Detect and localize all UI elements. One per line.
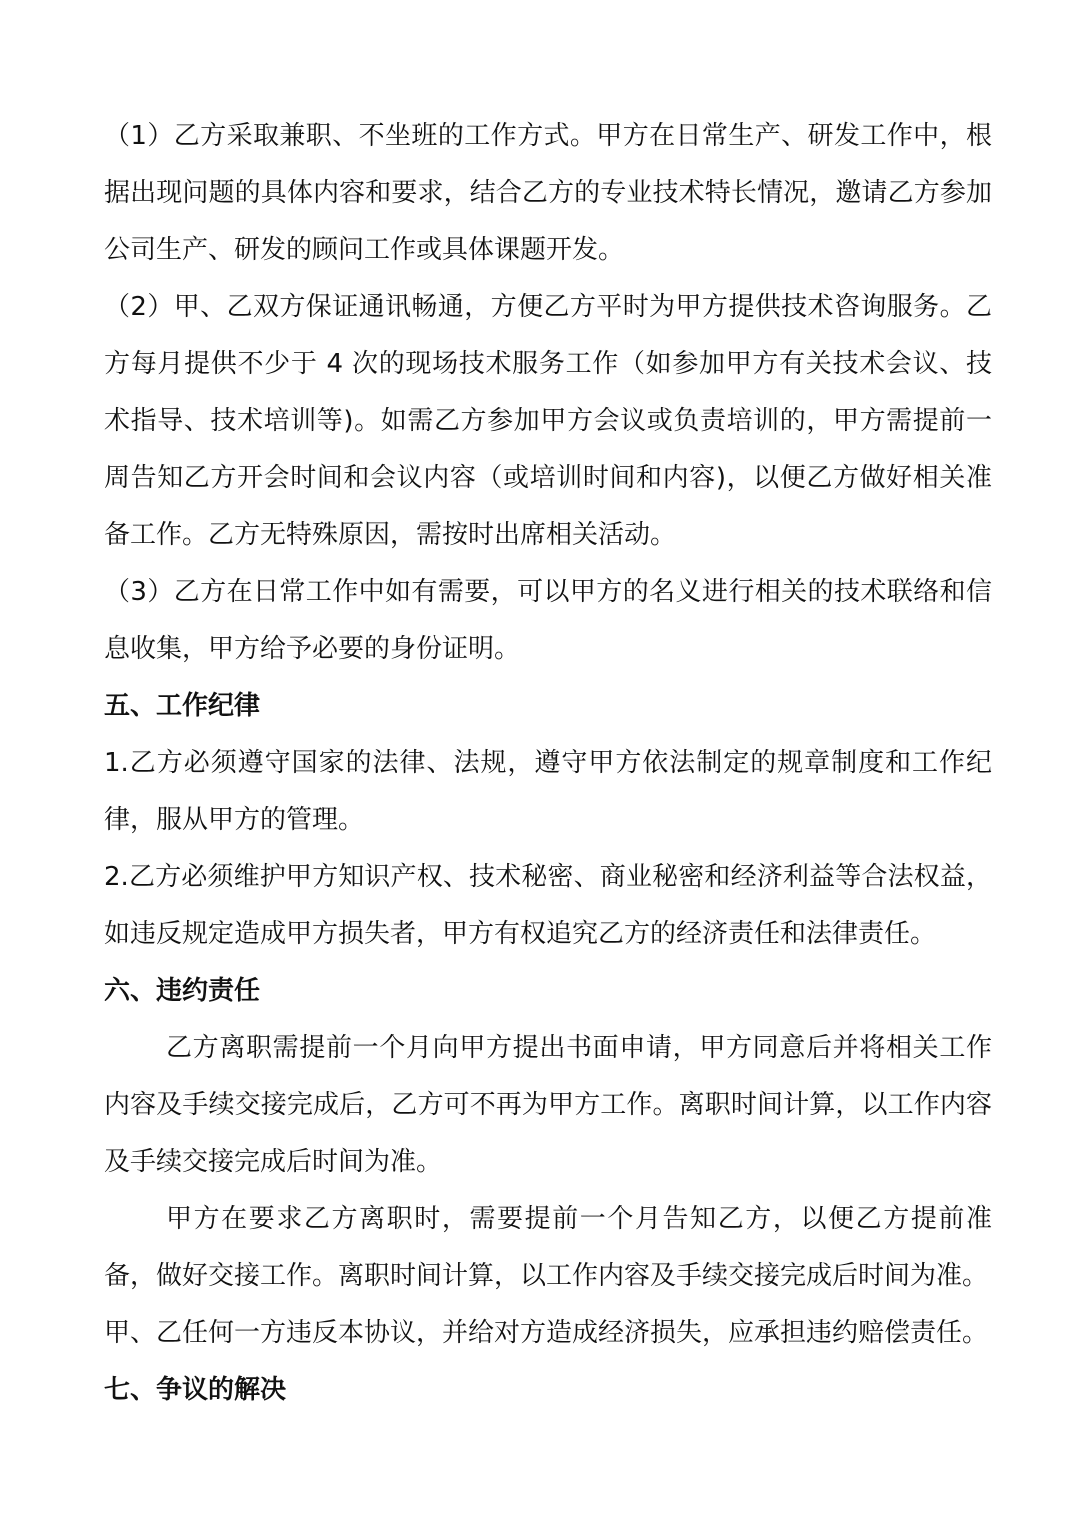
document-body (104, 108, 992, 1419)
discipline-item-2: 2.乙方必须维护甲方知识产权、技术秘密、商业秘密和经济利益等合法权益，如违反规定造成甲方损失者，甲方有权追究乙方的经济责任和法律责任。 (104, 862, 992, 949)
discipline-item-1: 1.乙方必须遵守国家的法律、法规，遵守甲方依法制定的规章制度和工作纪律，服从甲方的管理。 (104, 748, 992, 835)
section-heading-7: 七、争议的解决 (104, 1375, 287, 1405)
breach-paragraph-3: 甲、乙任何一方违反本协议，并给对方造成经济损失，应承担违约赔偿责任。 (104, 1318, 989, 1348)
section-heading-5: 五、工作纪律 (104, 691, 261, 721)
breach-paragraph-2: 甲方在要求乙方离职时，需要提前一个月告知乙方，以便乙方提前准备，做好交接工作。离职时间计算，以工作内容及手续交接完成后时间为准。 (104, 1204, 992, 1291)
clause-2: （2）甲、乙双方保证通讯畅通，方便乙方平时为甲方提供技术咨询服务。乙方每月提供不少于 4 次的现场技术服务工作（如参加甲方有关技术会议、技术指导、技术培训等)。如需乙方参加甲方会议或负责培训的，甲方需提前一周告知乙方开会时间和会议内容（或培训时间和内容)，以便乙方做好相关准备工作。乙方无特殊原因，需按时出席相关活动。 (104, 292, 992, 550)
clause-3: （3）乙方在日常工作中如有需要，可以甲方的名义进行相关的技术联络和信息收集，甲方给予必要的身份证明。 (104, 577, 992, 664)
section-heading-6: 六、违约责任 (104, 976, 261, 1006)
clause-1: （1）乙方采取兼职、不坐班的工作方式。甲方在日常生产、研发工作中，根据出现问题的具体内容和要求，结合乙方的专业技术特长情况，邀请乙方参加公司生产、研发的顾问工作或具体课题开发。 (104, 121, 992, 265)
breach-paragraph-1: 乙方离职需提前一个月向甲方提出书面申请，甲方同意后并将相关工作内容及手续交接完成后，乙方可不再为甲方工作。离职时间计算，以工作内容及手续交接完成后时间为准。 (104, 1033, 992, 1177)
